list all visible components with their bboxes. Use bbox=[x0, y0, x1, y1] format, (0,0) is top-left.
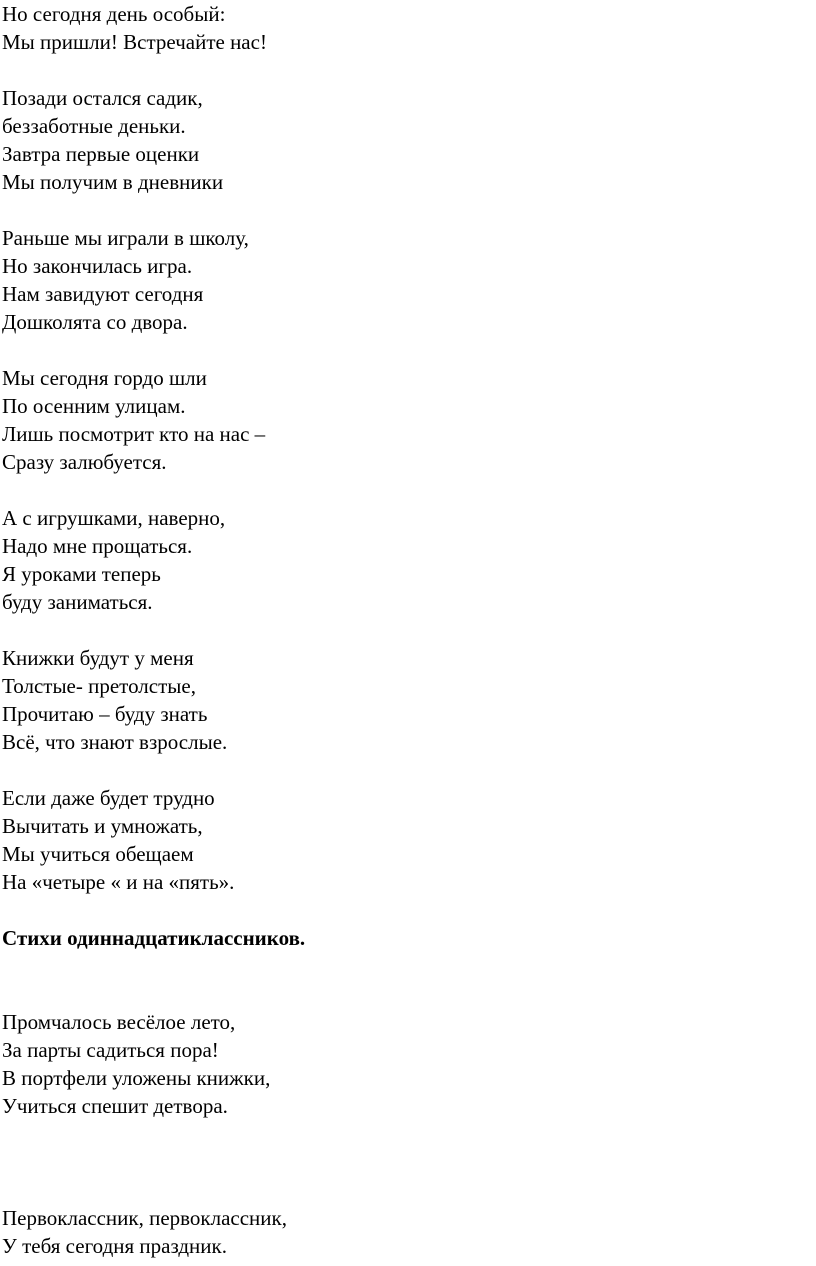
poem-line: Прочитаю – буду знать bbox=[2, 702, 208, 726]
poem-line: Всё, что знают взрослые. bbox=[2, 730, 228, 754]
section-heading: Стихи одиннадцатиклассников. bbox=[2, 926, 306, 950]
poem-line: На «четыре « и на «пять». bbox=[2, 870, 235, 894]
poem-line: Промчалось весёлое лето, bbox=[2, 1010, 236, 1034]
poem-line: Надо мне прощаться. bbox=[2, 534, 193, 558]
document-page bbox=[2, 0, 802, 1260]
poem-line: Сразу залюбуется. bbox=[2, 450, 167, 474]
poem-line: Толстые- претолстые, bbox=[2, 674, 196, 698]
stanza-5 bbox=[2, 504, 802, 616]
blank-line bbox=[2, 952, 802, 980]
poem-line: Позади остался садик, bbox=[2, 86, 203, 110]
poem-line: Завтра первые оценки bbox=[2, 142, 200, 166]
poem-line: За парты садиться пора! bbox=[2, 1038, 219, 1062]
poem-line: Но сегодня день особый: bbox=[2, 2, 226, 26]
blank-line bbox=[2, 476, 802, 504]
poem-line: Я уроками теперь bbox=[2, 562, 161, 586]
poem-line: В портфели уложены книжки, bbox=[2, 1066, 271, 1090]
poem-line: Но закончилась игра. bbox=[2, 254, 193, 278]
blank-line bbox=[2, 756, 802, 784]
poem-line: Книжки будут у меня bbox=[2, 646, 194, 670]
poem-line: Нам завидуют сегодня bbox=[2, 282, 204, 306]
blank-line bbox=[2, 1120, 802, 1148]
stanza-3 bbox=[2, 224, 802, 336]
stanza-8 bbox=[2, 1008, 802, 1120]
poem-line: А с игрушками, наверно, bbox=[2, 506, 226, 530]
poem-line: Если даже будет трудно bbox=[2, 786, 215, 810]
blank-line bbox=[2, 980, 802, 1008]
poem-line: У тебя сегодня праздник. bbox=[2, 1234, 227, 1258]
blank-line bbox=[2, 336, 802, 364]
poem-line: Мы пришли! Встречайте нас! bbox=[2, 30, 267, 54]
poem-line: Мы учиться обещаем bbox=[2, 842, 194, 866]
blank-line bbox=[2, 56, 802, 84]
poem-line: Лишь посмотрит кто на нас – bbox=[2, 422, 266, 446]
poem-line: Первоклассник, первоклассник, bbox=[2, 1206, 287, 1230]
poem-line: Мы сегодня гордо шли bbox=[2, 366, 207, 390]
blank-line bbox=[2, 616, 802, 644]
stanza-9 bbox=[2, 1204, 802, 1260]
stanza-7 bbox=[2, 784, 802, 896]
blank-line bbox=[2, 196, 802, 224]
stanza-2 bbox=[2, 84, 802, 196]
stanza-1 bbox=[2, 0, 802, 56]
poem-line: Раньше мы играли в школу, bbox=[2, 226, 249, 250]
stanza-4 bbox=[2, 364, 802, 476]
blank-line bbox=[2, 1148, 802, 1176]
poem-line: буду заниматься. bbox=[2, 590, 153, 614]
poem-line: беззаботные деньки. bbox=[2, 114, 186, 138]
poem-line: Учиться спешит детвора. bbox=[2, 1094, 228, 1118]
poem-line: Дошколята со двора. bbox=[2, 310, 188, 334]
poem-line: Мы получим в дневники bbox=[2, 170, 224, 194]
stanza-6 bbox=[2, 644, 802, 756]
poem-line: По осенним улицам. bbox=[2, 394, 186, 418]
poem-line: Вычитать и умножать, bbox=[2, 814, 203, 838]
blank-line bbox=[2, 1176, 802, 1204]
blank-line bbox=[2, 896, 802, 924]
